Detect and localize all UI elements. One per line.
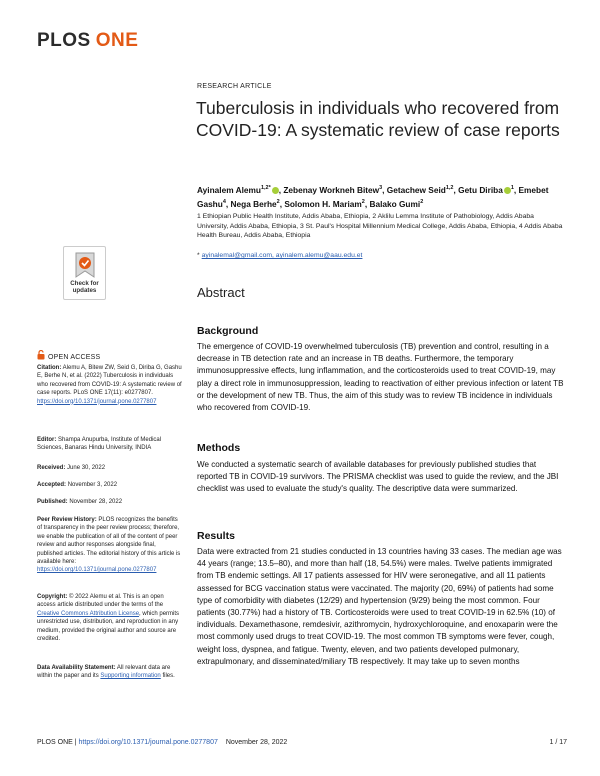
author-affil: 1,2 (445, 185, 454, 191)
peer-review-text: PLOS recognizes the benefits of transparency in the peer review process; therefore, we enable the publication of all of the content of peer review and author responses alongside final, published articles. The editorial history of this article is available here: (37, 517, 181, 566)
corresponding-emails (197, 252, 362, 259)
author-name[interactable]: Getachew Seid (386, 184, 446, 195)
author-affil: 3 (379, 185, 383, 191)
received-date: June 30, 2022 (67, 465, 106, 471)
open-lock-icon (37, 350, 45, 362)
check-for-updates-button[interactable] (63, 246, 106, 300)
published-date: November 28, 2022 (69, 499, 123, 505)
citation-label: Citation: (37, 365, 62, 371)
journal-name-one: ONE (95, 30, 139, 51)
accepted-block (37, 481, 182, 489)
author-name[interactable]: Balako Gumi (369, 198, 421, 209)
citation-text: Alemu A, Bitew ZW, Seid G, Diriba G, Gashu E, Berhe N, et al. (2022) Tuberculosis in individuals who recovered from COVID-19: A systematic review of case reports. PLoS ONE 17(11): e0277807. (37, 365, 182, 397)
received-block (37, 464, 182, 472)
methods-text: We conducted a systematic search of available databases for previously published studies that reported TB in COVID-19 survivors. The PRISMA checklist was used to guide the review, and the JBI checklist was used to evaluate the study's quality. The descriptive data were summarized. (197, 460, 559, 494)
methods-heading: Methods (197, 442, 241, 454)
accepted-label: Accepted: (37, 482, 67, 488)
open-access-badge (37, 350, 100, 362)
background-text: The emergence of COVID-19 overwhelmed tuberculosis (TB) prevention and control, resulting in a decrease in TB detection rate and an increase in TB deaths. Furthermore, the temporary immunosuppressive effects, lung inflammation, and the corticosteroids used to treat COVID-19, may play a direct role in immunosuppression, leading to reactivation of either previous infection or latent TB or the development of new TB. Thus, the aim of this study was to review TB incidence in individuals who recovered from COVID-19. (197, 342, 564, 413)
bookmark-check-icon (74, 252, 96, 278)
journal-logo (37, 30, 138, 52)
editor-text: Shampa Anupurba, Institute of Medical Sciences, Banaras Hindu University, INDIA (37, 437, 162, 452)
background-heading: Background (197, 325, 259, 337)
footer-doi-link[interactable]: https://doi.org/10.1371/journal.pone.0277807 (78, 739, 218, 746)
check-updates-label: Check for updates (70, 280, 99, 294)
corresponding-star: * (268, 185, 271, 191)
footer-journal: PLOS ONE (37, 739, 73, 746)
data-availability-block (37, 664, 182, 681)
footer-date: November 28, 2022 (225, 739, 288, 746)
page-footer (37, 739, 567, 746)
open-access-label: OPEN ACCESS (48, 354, 101, 361)
supporting-info-link[interactable]: Supporting information (100, 673, 161, 680)
footer-separator: | (74, 739, 77, 746)
author-name[interactable]: Emebet Gashu (197, 184, 549, 209)
author-name[interactable]: Zebenay Workneh Bitew (283, 184, 380, 195)
copyright-label: Copyright: (37, 594, 68, 600)
author-affil: 4 (222, 198, 226, 205)
author-affil: 2 (420, 198, 424, 205)
author-name[interactable]: Solomon H. Mariam (284, 198, 362, 209)
author-list: Ayinalem Alemu$^{1,2*}$ , Zebenay Workneh Bitew$^3$, Getachew Seid$^{1,2}$, Getu Diriba $^1$, Emebet Gashu$^4$, Nega Berhe$^2$, Solomon H. Mariam$^2$, Balako Gumi$^2$ (197, 184, 549, 209)
author-affil: 2 (276, 198, 280, 205)
author-affil: 2 (361, 198, 365, 205)
article-title: Tuberculosis in individuals who recovered from COVID-19: A systematic review of case reports (196, 98, 560, 140)
author-affil: 1 (510, 185, 514, 191)
citation-block (37, 364, 182, 406)
peer-review-label: Peer Review History: (37, 517, 97, 523)
published-label: Published: (37, 499, 68, 505)
editor-block (37, 436, 182, 453)
peer-review-link[interactable]: https://doi.org/10.1371/journal.pone.0277807 (37, 567, 157, 574)
abstract-heading: Abstract (197, 285, 245, 300)
peer-review-block (37, 516, 182, 575)
license-link[interactable]: Creative Commons Attribution License (37, 610, 140, 617)
copyright-text-end: , which permits unrestricted use, distribution, and reproduction in any medium, provided the original author and source are credited. (37, 610, 180, 643)
editor-label: Editor: (37, 437, 57, 443)
accepted-date: November 3, 2022 (67, 482, 118, 488)
orcid-icon[interactable] (504, 187, 511, 194)
author-name[interactable]: Getu Diriba (458, 184, 503, 195)
orcid-icon[interactable] (272, 187, 279, 194)
corresponding-star: * (197, 252, 200, 259)
copyright-text: © 2022 Alemu et al. This is an open access article distributed under the terms of the (37, 594, 164, 609)
results-text: Data were extracted from 21 studies conducted in 13 countries having 33 cases. The median age was 44 years (range; 13.5–80), and more than half (18, 54.5%) were males. Twelve patients immigrated from TB endemic settings. All 17 patients assessed for HIV were seronegative, and all 11 patients assessed for BCG vaccination status were vaccinated. The majority (20, 69%) of patients had some type of comorbidity with diabetes (12/29) and hypertension (9/29) being the most common. Four patients (30.77%) had a history of TB. Corticosteroids were used to treat COVID-19 in 62.5% (10) of individuals. Dexamethasone, remdesivir, azithromycin, hydroxychloroquine, and enoxaparin were the most commonly used drugs to treat COVID-19. The most common TB symptoms were fever, cough, weight loss, dyspnea, and fatigue. Twenty, eleven, and two patients developed pulmonary, extrapulmonary, and disseminated/miliary TB respectively. It may take up to seven months (197, 547, 562, 666)
journal-name-plos: PLOS (37, 30, 91, 51)
received-label: Received: (37, 465, 66, 471)
data-availability-text: All relevant data are within the paper and its (37, 665, 171, 680)
data-availability-label: Data Availability Statement: (37, 665, 116, 671)
published-block (37, 498, 182, 506)
copyright-block (37, 593, 182, 643)
affiliations: 1 Ethiopian Public Health Institute, Addis Ababa, Ethiopia, 2 Aklilu Lemma Institute of Pathobiology, Addis Ababa University, Addis Ababa, Ethiopia, 3 St. Paul's Hospital Millennium Medical College, Addis Ababa, Ethiopia, 4 Addis Ababa Health Bureau, Addis Ababa, Ethiopia (197, 213, 563, 240)
data-availability-text-end: files. (162, 673, 175, 680)
author-name[interactable]: Ayinalem Alemu (197, 184, 261, 195)
results-heading: Results (197, 530, 235, 542)
citation-doi-link[interactable]: https://doi.org/10.1371/journal.pone.0277807 (37, 398, 157, 405)
author-affil: 1,2 (260, 185, 269, 191)
article-type: RESEARCH ARTICLE (197, 83, 272, 90)
author-name[interactable]: Nega Berhe (230, 198, 277, 209)
page-number: 1 / 17 (549, 739, 567, 746)
email-link[interactable]: ayinalemal@gmail.com, ayinalem.alemu@aau.edu.et (201, 252, 363, 259)
